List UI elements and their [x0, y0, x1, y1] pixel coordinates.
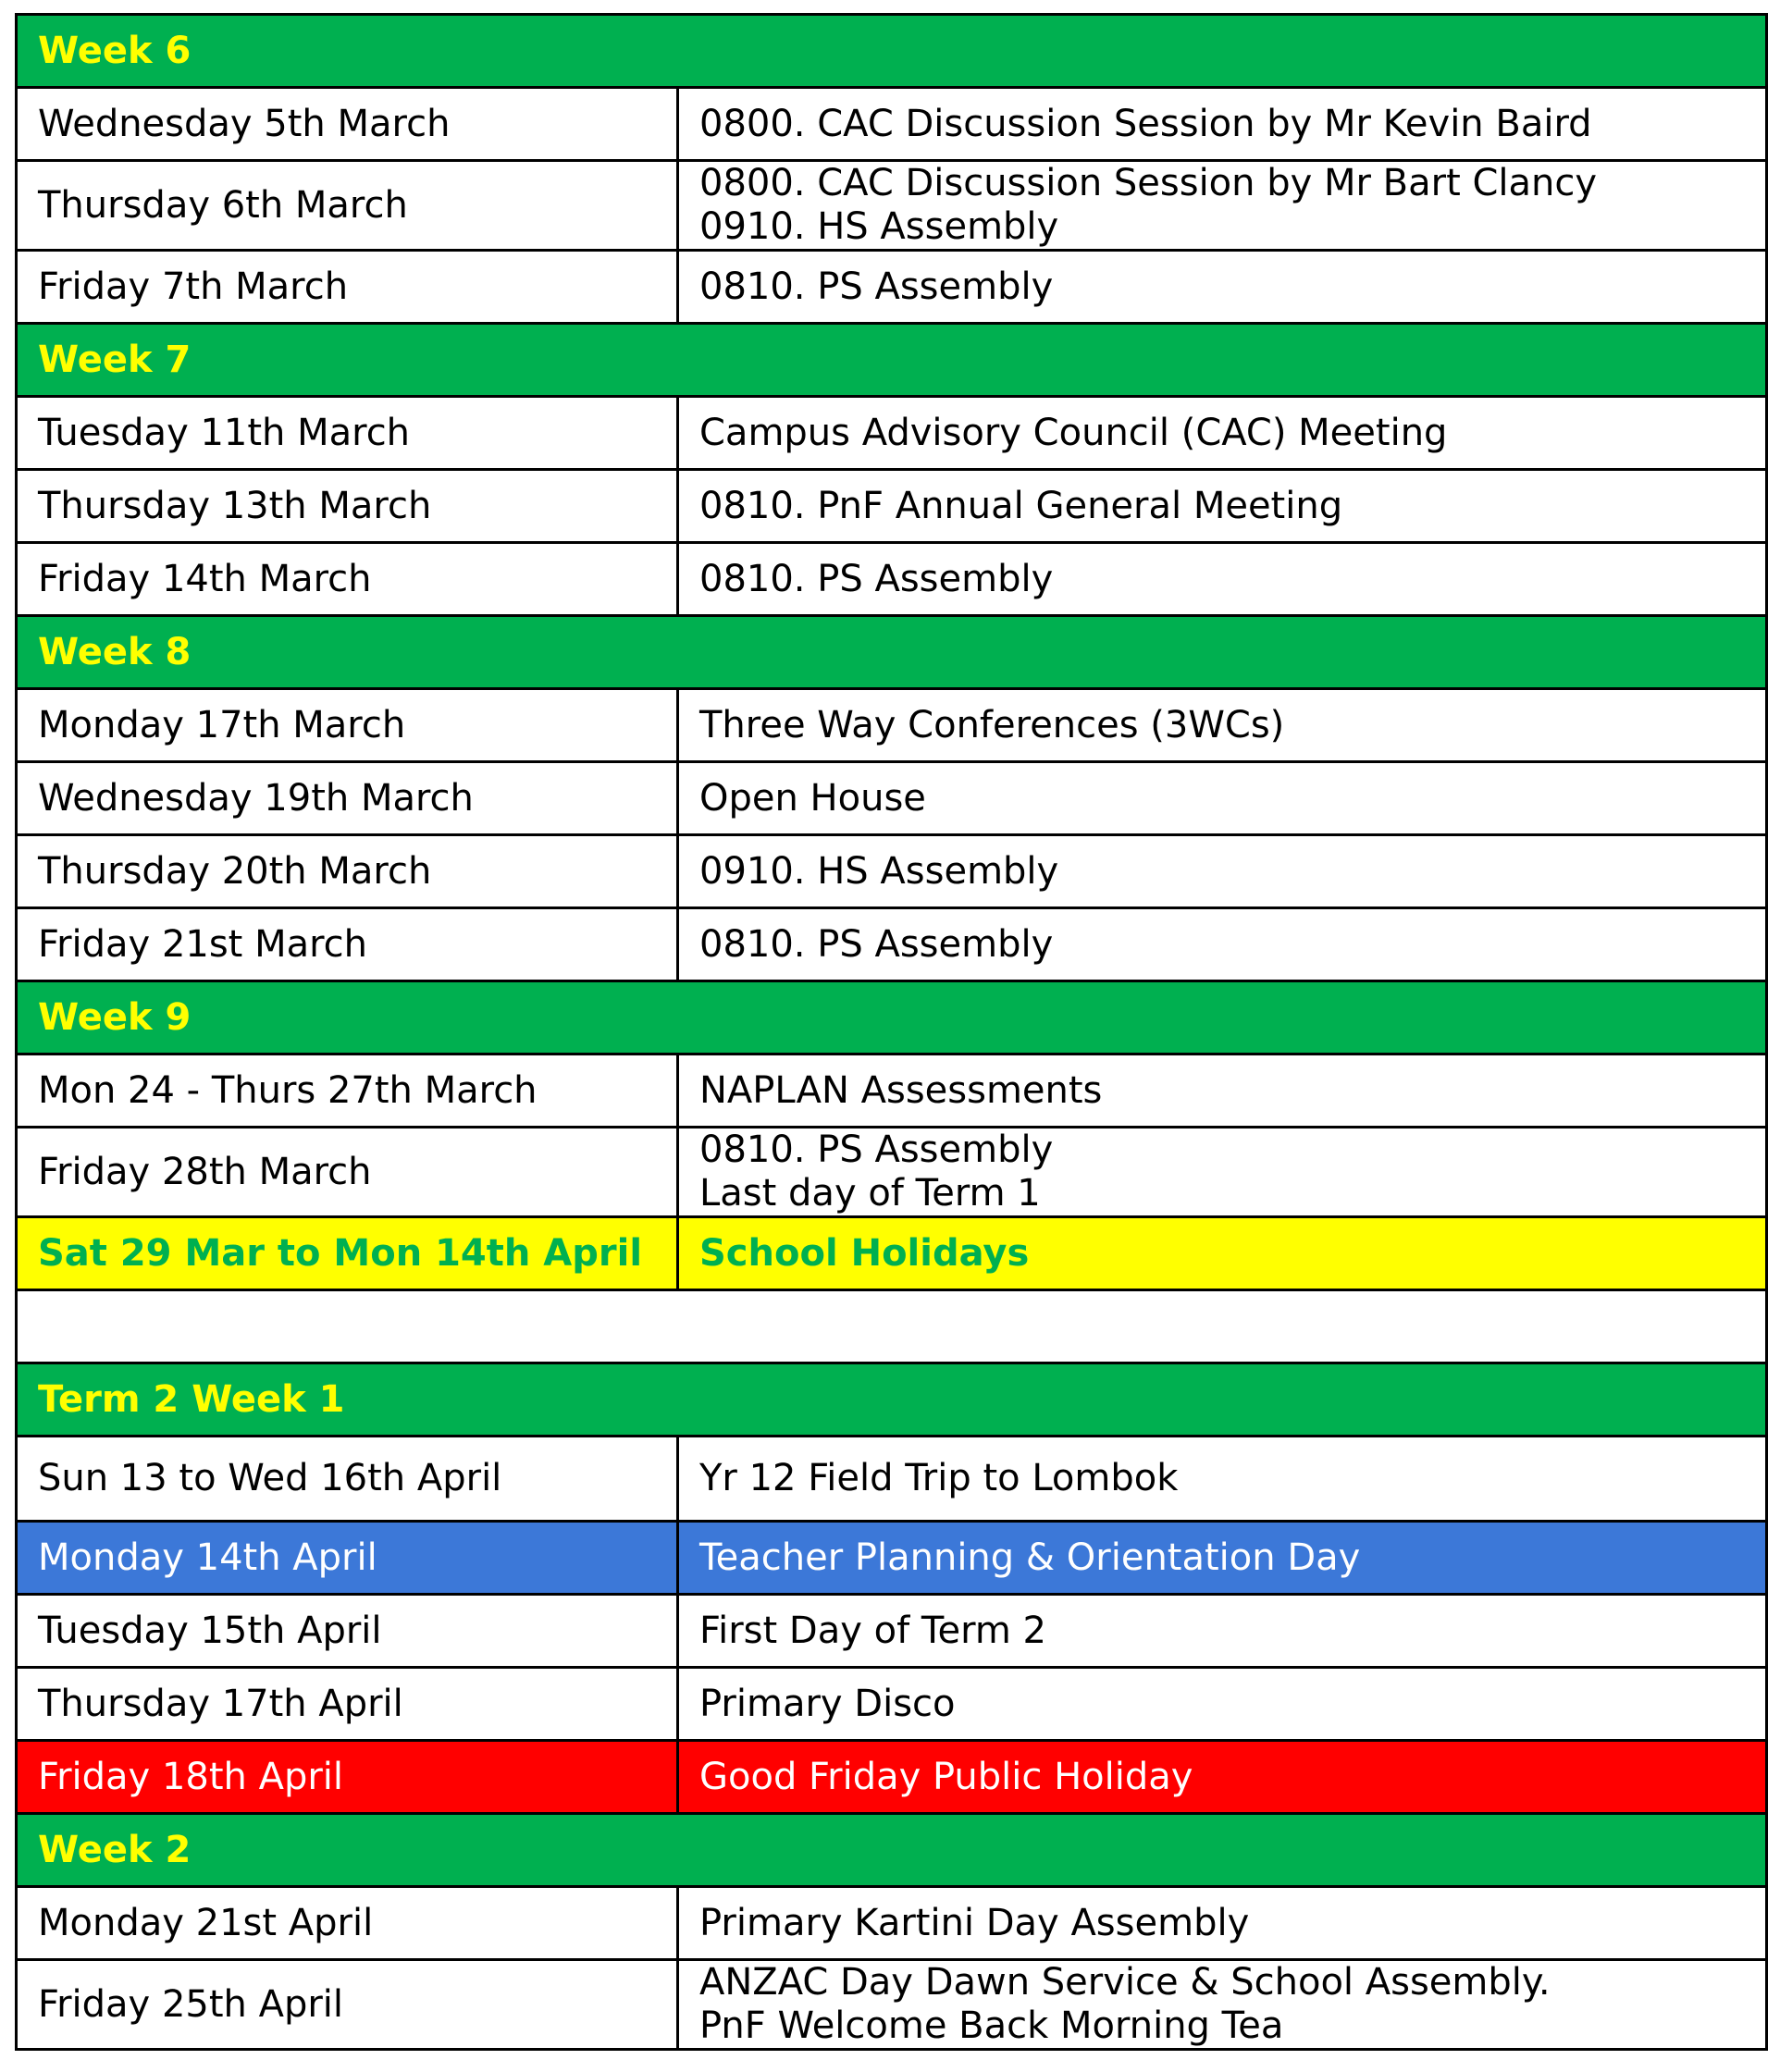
table-row	[17, 1668, 1767, 1741]
week-header-row	[17, 981, 1767, 1054]
event-description: Campus Advisory Council (CAC) Meeting	[678, 397, 1767, 470]
event-date: Friday 18th April	[17, 1741, 678, 1814]
table-row	[17, 251, 1767, 324]
event-description: Good Friday Public Holiday	[678, 1741, 1767, 1814]
school-calendar-table	[15, 13, 1768, 2051]
table-row	[17, 762, 1767, 835]
table-row	[17, 161, 1767, 251]
table-row	[17, 1960, 1767, 2050]
table-row	[17, 543, 1767, 616]
event-description: Open House	[678, 762, 1767, 835]
week-header-row	[17, 15, 1767, 88]
week-header-row	[17, 1363, 1767, 1437]
table-row	[17, 689, 1767, 762]
week-header-row	[17, 324, 1767, 397]
table-row-public-holiday	[17, 1741, 1767, 1814]
event-description: 0810. PS Assembly	[678, 908, 1767, 981]
event-date: Thursday 17th April	[17, 1668, 678, 1741]
event-date: Wednesday 19th March	[17, 762, 678, 835]
event-description	[678, 1128, 1767, 1217]
table-row	[17, 1595, 1767, 1668]
table-row	[17, 835, 1767, 908]
event-description: Yr 12 Field Trip to Lombok	[678, 1437, 1767, 1522]
spacer-cell	[17, 1290, 1767, 1363]
event-description: Teacher Planning & Orientation Day	[678, 1522, 1767, 1595]
event-date: Monday 17th March	[17, 689, 678, 762]
week-title: Week 7	[17, 324, 1767, 397]
event-line: PnF Welcome Back Morning Tea	[699, 2004, 1284, 2047]
event-date: Friday 7th March	[17, 251, 678, 324]
event-date: Friday 14th March	[17, 543, 678, 616]
holiday-label: School Holidays	[678, 1217, 1767, 1290]
holiday-date-range: Sat 29 Mar to Mon 14th April	[17, 1217, 678, 1290]
event-date: Thursday 6th March	[17, 161, 678, 251]
event-date: Mon 24 - Thurs 27th March	[17, 1054, 678, 1128]
event-description: Primary Kartini Day Assembly	[678, 1887, 1767, 1960]
table-row	[17, 88, 1767, 161]
event-line: ANZAC Day Dawn Service & School Assembly.	[699, 1961, 1551, 2004]
event-date: Thursday 20th March	[17, 835, 678, 908]
event-date: Tuesday 15th April	[17, 1595, 678, 1668]
table-row	[17, 1054, 1767, 1128]
week-title: Week 9	[17, 981, 1767, 1054]
event-description: First Day of Term 2	[678, 1595, 1767, 1668]
school-holidays-row	[17, 1217, 1767, 1290]
event-date: Sun 13 to Wed 16th April	[17, 1437, 678, 1522]
event-description	[678, 1960, 1767, 2050]
event-date: Thursday 13th March	[17, 470, 678, 543]
event-description	[678, 161, 1767, 251]
week-title: Term 2 Week 1	[17, 1363, 1767, 1437]
table-row	[17, 470, 1767, 543]
table-row	[17, 1128, 1767, 1217]
event-description: NAPLAN Assessments	[678, 1054, 1767, 1128]
event-description: 0810. PS Assembly	[678, 543, 1767, 616]
week-title: Week 2	[17, 1814, 1767, 1887]
event-line: Last day of Term 1	[699, 1172, 1041, 1215]
spacer-row	[17, 1290, 1767, 1363]
week-header-row	[17, 616, 1767, 689]
event-line: 0910. HS Assembly	[699, 205, 1059, 248]
event-description: 0810. PS Assembly	[678, 251, 1767, 324]
event-date: Wednesday 5th March	[17, 88, 678, 161]
event-date: Monday 14th April	[17, 1522, 678, 1595]
event-description: 0810. PnF Annual General Meeting	[678, 470, 1767, 543]
event-description: Primary Disco	[678, 1668, 1767, 1741]
event-description: 0910. HS Assembly	[678, 835, 1767, 908]
event-description: Three Way Conferences (3WCs)	[678, 689, 1767, 762]
table-row	[17, 1887, 1767, 1960]
table-row	[17, 397, 1767, 470]
event-date: Friday 25th April	[17, 1960, 678, 2050]
event-line: 0810. PS Assembly	[699, 1128, 1054, 1171]
event-date: Friday 28th March	[17, 1128, 678, 1217]
week-title: Week 8	[17, 616, 1767, 689]
table-row	[17, 1437, 1767, 1522]
table-row-planning-day	[17, 1522, 1767, 1595]
table-row	[17, 908, 1767, 981]
event-date: Monday 21st April	[17, 1887, 678, 1960]
event-date: Tuesday 11th March	[17, 397, 678, 470]
event-line: 0800. CAC Discussion Session by Mr Bart Clancy	[699, 162, 1598, 204]
event-description: 0800. CAC Discussion Session by Mr Kevin Baird	[678, 88, 1767, 161]
event-date: Friday 21st March	[17, 908, 678, 981]
week-title: Week 6	[17, 15, 1767, 88]
week-header-row	[17, 1814, 1767, 1887]
